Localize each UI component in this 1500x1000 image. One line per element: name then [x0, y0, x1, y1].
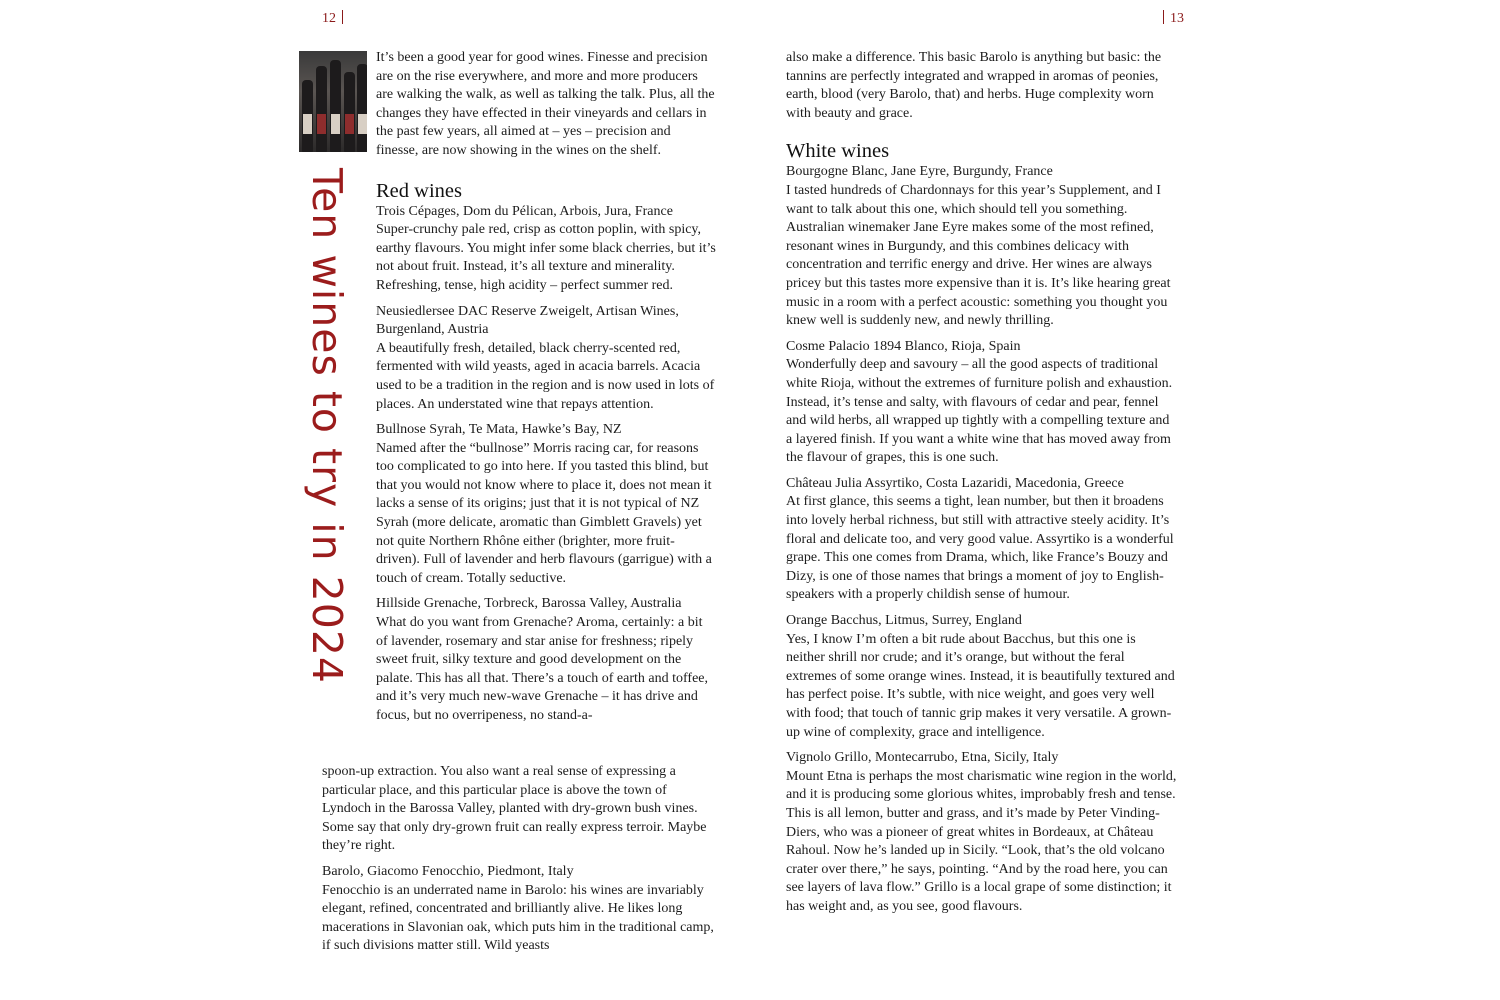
- wine-description: At first glance, this seems a tight, lean number, but then it broadens into lovely herbal richness, but still with attractive steely acidity. It’s floral and delicate too, and very good value. Assyrtiko is a wonderful grape. This one comes from Drama, which, like France’s Bouzy and Dizy, is one of those names that brings a moment of joy to English-speakers with a properly childish sense of humour.: [786, 494, 1174, 603]
- wine-entry: [786, 338, 1178, 468]
- page-number-left: [322, 10, 349, 27]
- wine-description: Fenocchio is an underrated name in Barolo: his wines are invariably elegant, refined, concentrated and brilliantly alive. He likes long macerations in Slavonian oak, which puts him in the traditional camp, if such divisions matter still. Wild yeasts: [322, 882, 714, 954]
- wine-name: Trois Cépages, Dom du Pélican, Arbois, Jura, France: [376, 203, 673, 219]
- wine-entry: [322, 863, 716, 956]
- wine-description: A beautifully fresh, detailed, black cherry-scented red, fermented with wild yeasts, aged in acacia barrels. Acacia used to be a tradition in the region and is now used in lots of places. An understated wine that repays attention.: [376, 340, 715, 412]
- wine-name: Cosme Palacio 1894 Blanco, Rioja, Spain: [786, 338, 1021, 354]
- wine-entry: [786, 163, 1178, 330]
- intro-paragraph: It’s been a good year for good wines. Finesse and precision are on the rise everywhere, and more and more producers are walking the walk, as well as talking the talk. Plus, all the changes they have effected in their vineyards and cellars in the past few years, all aimed at – yes – precision and finesse, are now showing in the wines on the shelf.: [376, 50, 715, 158]
- wine-entry: [376, 421, 716, 588]
- wine-entry: [786, 612, 1178, 742]
- page-number-right: [1157, 10, 1184, 27]
- page-number-divider: [1163, 10, 1164, 24]
- wine-description: Named after the “bullnose” Morris racing car, for reasons too complicated to go into here. If you tasted this blind, but that you would not know where to place it, does not mean it lacks a sense of its origins; just that it is not typical of NZ Syrah (more delicate, aromatic than Gimblett Gravels) yet not quite Northern Rhône either (brighter, more fruit-driven). Full of lavender and herb flavours (garrigue) with a touch of cream. Totally seductive.: [376, 440, 712, 586]
- wine-entry: [786, 475, 1178, 605]
- wine-description-continued: also make a difference. This basic Barolo is anything but basic: the tannins are perfectly integrated and wrapped in aromas of peonies, earth, blood (very Barolo, that) and herbs. Huge complexity worn with beauty and grace.: [786, 50, 1162, 121]
- bottle-shape: [344, 72, 355, 152]
- wine-name: Château Julia Assyrtiko, Costa Lazaridi, Macedonia, Greece: [786, 475, 1124, 491]
- wine-description: Wonderfully deep and savoury – all the good aspects of traditional white Rioja, without the extremes of furniture polish and exhaustion. Instead, it’s tense and salty, with flavours of cedar and pear, fennel and wild herbs, all wrapped up tightly with a compelling texture and a layered finish. If you want a white wine that has moved away from the flavour of grapes, this is one such.: [786, 357, 1173, 466]
- left-column-continued: [322, 763, 716, 963]
- wine-entry: [376, 203, 716, 296]
- wine-description: What do you want from Grenache? Aroma, certainly: a bit of lavender, rosemary and star anise for freshness; ripely sweet fruit, silky texture and good development on the palate. This has all that. There’s a touch of earth and toffee, and it’s very much new-wave Grenache – it has drive and focus, but no overripeness, no stand-a-: [376, 615, 708, 723]
- white-wines-heading: White wines: [786, 140, 890, 163]
- wine-description-continued: spoon-up extraction. You also want a real sense of expressing a particular place, and this particular place is above the town of Lyndoch in the Barossa Valley, planted with dry-grown bush vines. Some say that only dry-grown fruit can really express terroir. Maybe they’re right.: [322, 764, 707, 854]
- left-column: [376, 49, 716, 733]
- wine-name: Barolo, Giacomo Fenocchio, Piedmont, Italy: [322, 863, 574, 879]
- bottle-shape: [302, 80, 313, 152]
- wine-entry: [376, 303, 716, 415]
- bottle-shape: [316, 66, 327, 152]
- wine-description: Yes, I know I’m often a bit rude about Bacchus, but this one is neither shrill nor crude; and it’s orange, but without the feral extremes of some orange wines. Instead, it is beautifully textured and has perfect poise. It’s subtle, with nice weight, and goes very well with food; that touch of tannic grip makes it very versatile. A grown-up wine of complexity, grace and intelligence.: [786, 631, 1175, 740]
- wine-name: Bullnose Syrah, Te Mata, Hawke’s Bay, NZ: [376, 422, 622, 438]
- bottle-shape: [330, 60, 341, 152]
- wine-name: Vignolo Grillo, Montecarrubo, Etna, Sicily, Italy: [786, 750, 1059, 766]
- wine-description: Super-crunchy pale red, crisp as cotton poplin, with spicy, earthy flavours. You might infer some black cherries, but it’s not about fruit. Instead, it’s all texture and minerality. Refreshing, tense, high acidity – perfect summer red.: [376, 222, 716, 293]
- wine-name: Orange Bacchus, Litmus, Surrey, England: [786, 613, 1022, 629]
- red-wines-heading: Red wines: [376, 179, 462, 202]
- right-column: [786, 49, 1178, 924]
- article-title: Ten wines to try in 2024: [303, 168, 351, 685]
- wine-name: Neusiedlersee DAC Reserve Zweigelt, Artisan Wines, Burgenland, Austria: [376, 303, 679, 338]
- wine-entry: [376, 595, 716, 725]
- page-number-divider: [342, 10, 343, 24]
- wine-description: I tasted hundreds of Chardonnays for this year’s Supplement, and I want to talk about this one, which should tell you something. Australian winemaker Jane Eyre makes some of the most refined, resonant wines in Burgundy, and this combines delicacy with concentration and terrific energy and drive. Her wines are always pricey but this tastes more expensive than it is. It’s like hearing great music in a room with a perfect acoustic: something you thought you knew well is suddenly new, and newly thrilling.: [786, 182, 1171, 329]
- bottle-shape: [357, 64, 367, 152]
- page-number-left-text: 12: [322, 11, 336, 26]
- wine-name: Bourgogne Blanc, Jane Eyre, Burgundy, France: [786, 164, 1053, 180]
- page-number-right-text: 13: [1170, 11, 1184, 26]
- wine-name: Hillside Grenache, Torbreck, Barossa Valley, Australia: [376, 596, 682, 612]
- wine-bottles-photo: [299, 51, 367, 152]
- wine-entry: [786, 749, 1178, 916]
- wine-description: Mount Etna is perhaps the most charismatic wine region in the world, and it is producing some glorious whites, improbably fresh and tense. This is all lemon, butter and grass, and it’s made by Peter Vinding-Diers, who was a pioneer of great whites in Bordeaux, at Château Rahoul. Now he’s landed up in Sicily. “Look, that’s the old volcano crater over there,” he says, pointing. “And by the road here, you can see layers of lava flow.” Grillo is a local grape of some distinction; it has weight and, as you see, good flavours.: [786, 768, 1177, 914]
